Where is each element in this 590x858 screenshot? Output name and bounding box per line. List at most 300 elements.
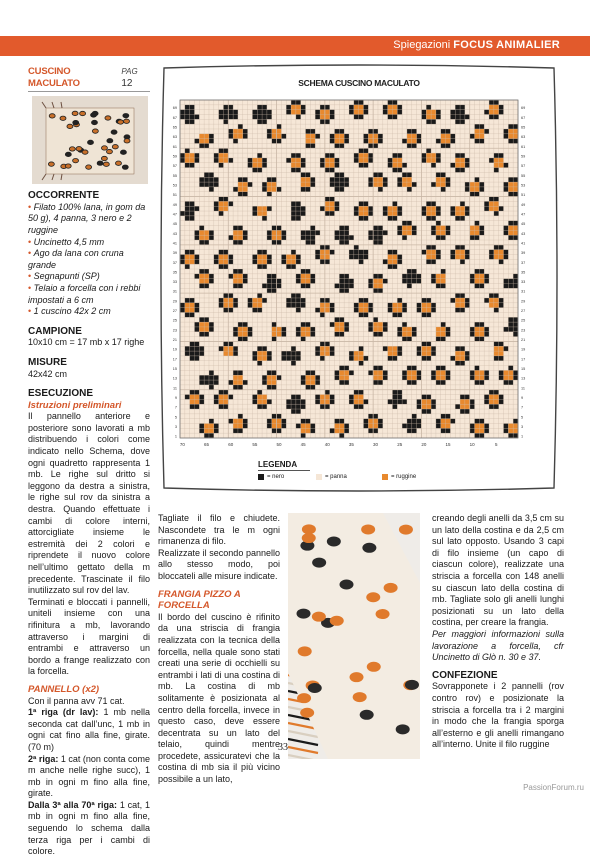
fringe-spot (330, 616, 344, 626)
grid-cell-nero (267, 259, 272, 264)
photo-spot (123, 114, 129, 118)
grid-cell-nero (508, 139, 513, 144)
grid-cell-ruggine (508, 187, 513, 192)
grid-cell-nero (441, 322, 446, 327)
grid-cell-ruggine (460, 163, 465, 168)
grid-cell-nero (330, 168, 335, 173)
grid-cell-nero (267, 192, 272, 197)
grid-cell-nero (397, 211, 402, 216)
grid-cell-ruggine (277, 424, 282, 429)
grid-cell-nero (325, 119, 330, 124)
grid-cell-ruggine (392, 395, 397, 400)
grid-cell-ruggine (238, 134, 243, 139)
grid-cell-ruggine (301, 279, 306, 284)
grid-cell-nero (296, 168, 301, 173)
grid-cell-ruggine (475, 424, 480, 429)
grid-cell-nero (479, 380, 484, 385)
grid-cell-nero (494, 341, 499, 346)
grid-cell-nero (508, 366, 513, 371)
grid-cell-ruggine (475, 226, 480, 231)
grid-cell-ruggine (267, 380, 272, 385)
grid-cell-ruggine (228, 110, 233, 115)
grid-cell-nero (252, 259, 257, 264)
grid-cell-nero (470, 375, 475, 380)
row-number-label: 9 (521, 395, 524, 400)
grid-cell-ruggine (475, 230, 480, 235)
grid-cell-ruggine (306, 380, 311, 385)
grid-cell-nero (330, 351, 335, 356)
grid-cell-ruggine (306, 428, 311, 433)
grid-cell-ruggine (190, 303, 195, 308)
grid-cell-ruggine (460, 351, 465, 356)
grid-cell-nero (257, 250, 262, 255)
grid-cell-nero (431, 346, 436, 351)
grid-cell-nero (470, 274, 475, 279)
grid-cell-ruggine (388, 211, 393, 216)
grid-cell-ruggine (373, 182, 378, 187)
grid-cell-ruggine (392, 255, 397, 260)
grid-cell-nero (281, 235, 286, 240)
grid-cell-ruggine (470, 187, 475, 192)
grid-cell-nero (344, 322, 349, 327)
grid-cell-nero (373, 143, 378, 148)
grid-cell-ruggine (238, 279, 243, 284)
grid-cell-nero (363, 250, 368, 255)
grid-cell-ruggine (504, 375, 509, 380)
grid-cell-ruggine (199, 235, 204, 240)
grid-cell-nero (199, 182, 204, 187)
grid-cell-nero (431, 182, 436, 187)
grid-cell-nero (339, 433, 344, 438)
grid-cell-ruggine (465, 399, 470, 404)
grid-cell-ruggine (306, 177, 311, 182)
grid-cell-nero (484, 129, 489, 134)
grid-cell-ruggine (378, 279, 383, 284)
row-2-label: 2ª riga: (28, 753, 59, 764)
grid-cell-nero (417, 370, 422, 375)
grid-cell-ruggine (223, 110, 228, 115)
grid-cell-ruggine (397, 308, 402, 313)
grid-cell-nero (296, 409, 301, 414)
grid-cell-nero (228, 274, 233, 279)
photo-spot (124, 119, 130, 123)
row-number-label: 1 (174, 434, 177, 439)
grid-cell-ruggine (479, 428, 484, 433)
grid-cell-nero (243, 424, 248, 429)
grid-cell-nero (368, 283, 373, 288)
grid-cell-nero (335, 375, 340, 380)
photo-spot (107, 139, 113, 143)
grid-cell-ruggine (223, 395, 228, 400)
grid-cell-ruggine (296, 404, 301, 409)
grid-cell-nero (315, 250, 320, 255)
grid-cell-nero (214, 399, 219, 404)
row-number-label: 21 (172, 338, 177, 343)
grid-cell-ruggine (421, 308, 426, 313)
grid-cell-ruggine (325, 346, 330, 351)
grid-cell-nero (359, 404, 364, 409)
grid-cell-nero (223, 293, 228, 298)
grid-cell-nero (296, 332, 301, 337)
grid-cell-nero (368, 182, 373, 187)
grid-cell-nero (257, 168, 262, 173)
grid-cell-nero (267, 370, 272, 375)
grid-cell-nero (228, 105, 233, 110)
grid-cell-nero (470, 279, 475, 284)
grid-cell-nero (368, 327, 373, 332)
grid-cell-nero (475, 419, 480, 424)
grid-cell-nero (344, 182, 349, 187)
article-title: CUSCINO MACULATO (28, 66, 80, 89)
grid-cell-ruggine (460, 255, 465, 260)
grid-cell-nero (214, 206, 219, 211)
grid-cell-ruggine (392, 351, 397, 356)
grid-cell-ruggine (499, 255, 504, 260)
grid-cell-ruggine (344, 235, 349, 240)
grid-cell-ruggine (277, 332, 282, 337)
grid-cell-ruggine (354, 105, 359, 110)
grid-cell-ruggine (397, 395, 402, 400)
grid-cell-ruggine (421, 351, 426, 356)
grid-cell-nero (223, 390, 228, 395)
grid-cell-nero (286, 158, 291, 163)
grid-cell-nero (431, 303, 436, 308)
grid-cell-nero (335, 283, 340, 288)
row-number-label: 29 (172, 299, 177, 304)
grid-cell-ruggine (475, 279, 480, 284)
header-magazine: FOCUS ANIMALIER (453, 39, 560, 51)
photo-spot (106, 150, 112, 154)
grid-cell-nero (349, 395, 354, 400)
grid-cell-ruggine (238, 332, 243, 337)
grid-cell-ruggine (436, 182, 441, 187)
grid-cell-nero (383, 105, 388, 110)
occorrente-item-text: Segnapunti (SP) (33, 271, 100, 282)
bullet-icon: • (28, 282, 34, 293)
grid-cell-ruggine (392, 158, 397, 163)
grid-cell-nero (421, 298, 426, 303)
grid-cell-nero (392, 264, 397, 269)
grid-cell-ruggine (296, 206, 301, 211)
grid-cell-nero (223, 341, 228, 346)
row-number-label: 57 (172, 164, 177, 169)
grid-cell-nero (310, 240, 315, 245)
grid-cell-ruggine (344, 279, 349, 284)
grid-cell-nero (190, 250, 195, 255)
grid-cell-ruggine (460, 114, 465, 119)
grid-cell-ruggine (446, 419, 451, 424)
grid-cell-ruggine (223, 298, 228, 303)
grid-cell-ruggine (310, 134, 315, 139)
grid-cell-ruggine (363, 158, 368, 163)
grid-cell-nero (301, 230, 306, 235)
legend-label-nero: = nero (267, 474, 285, 480)
grid-cell-nero (504, 327, 509, 332)
grid-cell-nero (301, 283, 306, 288)
grid-cell-nero (349, 255, 354, 260)
grid-cell-ruggine (455, 351, 460, 356)
left-column (28, 66, 150, 858)
grid-cell-nero (199, 226, 204, 231)
grid-cell-nero (296, 356, 301, 361)
fringe-spot (367, 662, 381, 672)
grid-cell-nero (185, 346, 190, 351)
fringe-photo-image (288, 513, 420, 759)
grid-cell-ruggine (499, 346, 504, 351)
grid-cell-nero (504, 283, 509, 288)
grid-cell-nero (455, 245, 460, 250)
grid-cell-nero (233, 332, 238, 337)
row-number-label: 35 (521, 270, 526, 275)
photo-spot (115, 161, 121, 165)
grid-cell-nero (349, 105, 354, 110)
grid-cell-nero (330, 177, 335, 182)
grid-cell-ruggine (344, 370, 349, 375)
grid-cell-ruggine (436, 230, 441, 235)
grid-cell-ruggine (508, 182, 513, 187)
grid-cell-nero (252, 211, 257, 216)
grid-cell-ruggine (373, 235, 378, 240)
grid-cell-nero (446, 370, 451, 375)
grid-cell-ruggine (296, 298, 301, 303)
grid-cell-nero (392, 216, 397, 221)
grid-cell-nero (306, 419, 311, 424)
fringe-spot (302, 524, 316, 534)
grid-cell-ruggine (204, 428, 209, 433)
grid-cell-nero (344, 380, 349, 385)
grid-cell-nero (431, 163, 436, 168)
grid-cell-nero (504, 134, 509, 139)
grid-cell-nero (460, 245, 465, 250)
photo-spot (124, 139, 130, 143)
row-number-label: 39 (521, 251, 526, 256)
grid-cell-nero (204, 143, 209, 148)
fringe-spot (376, 609, 390, 619)
grid-cell-ruggine (494, 298, 499, 303)
grid-cell-nero (281, 424, 286, 429)
grid-cell-ruggine (238, 182, 243, 187)
grid-cell-ruggine (402, 177, 407, 182)
grid-cell-nero (436, 110, 441, 115)
grid-cell-ruggine (392, 110, 397, 115)
grid-cell-ruggine (339, 235, 344, 240)
grid-cell-nero (243, 380, 248, 385)
grid-cell-nero (330, 346, 335, 351)
column-3 (432, 513, 564, 751)
grid-cell-ruggine (354, 255, 359, 260)
grid-cell-ruggine (219, 201, 224, 206)
grid-cell-nero (296, 274, 301, 279)
photo-spot (86, 165, 92, 169)
occorrente-list (28, 202, 150, 318)
photo-spot (72, 111, 78, 115)
grid-cell-nero (209, 370, 214, 375)
grid-cell-nero (363, 399, 368, 404)
grid-cell-ruggine (392, 211, 397, 216)
grid-cell-nero (262, 187, 267, 192)
grid-cell-nero (199, 375, 204, 380)
grid-cell-nero (339, 419, 344, 424)
grid-cell-nero (315, 346, 320, 351)
row-number-label: 29 (521, 299, 526, 304)
grid-cell-nero (368, 279, 373, 284)
grid-cell-ruggine (204, 380, 209, 385)
grid-cell-nero (228, 134, 233, 139)
grid-cell-nero (402, 370, 407, 375)
grid-cell-ruggine (378, 375, 383, 380)
row-number-label: 11 (521, 386, 525, 391)
grid-cell-nero (421, 158, 426, 163)
grid-cell-nero (262, 380, 267, 385)
grid-cell-nero (277, 283, 282, 288)
grid-cell-nero (450, 163, 455, 168)
grid-cell-nero (378, 419, 383, 424)
grid-cell-nero (354, 303, 359, 308)
grid-cell-nero (228, 255, 233, 260)
grid-cell-nero (475, 124, 480, 129)
grid-cell-nero (489, 255, 494, 260)
grid-cell-nero (257, 308, 262, 313)
row-number-label: 45 (521, 222, 526, 227)
grid-cell-ruggine (238, 187, 243, 192)
grid-cell-nero (402, 235, 407, 240)
grid-cell-nero (446, 143, 451, 148)
grid-cell-nero (335, 129, 340, 134)
grid-cell-ruggine (455, 163, 460, 168)
esecuzione-subheading: Istruzioni preliminari (28, 399, 122, 411)
grid-cell-nero (354, 404, 359, 409)
grid-cell-nero (484, 332, 489, 337)
grid-cell-nero (417, 139, 422, 144)
grid-cell-ruggine (407, 370, 412, 375)
grid-cell-nero (475, 235, 480, 240)
grid-cell-nero (388, 308, 393, 313)
grid-cell-nero (190, 163, 195, 168)
grid-cell-nero (330, 197, 335, 202)
grid-cell-ruggine (325, 163, 330, 168)
grid-cell-nero (190, 312, 195, 317)
grid-cell-ruggine (185, 211, 190, 216)
grid-cell-ruggine (320, 303, 325, 308)
grid-cell-nero (417, 274, 422, 279)
grid-cell-ruggine (252, 158, 257, 163)
grid-cell-ruggine (330, 201, 335, 206)
grid-cell-nero (209, 279, 214, 284)
page-ref-label: PAG (121, 67, 138, 76)
grid-cell-nero (402, 221, 407, 226)
grid-cell-nero (272, 385, 277, 390)
grid-cell-nero (252, 356, 257, 361)
schema-chart (158, 64, 560, 492)
grid-cell-ruggine (489, 201, 494, 206)
row-number-label: 23 (521, 328, 526, 333)
grid-cell-nero (378, 380, 383, 385)
grid-cell-nero (450, 356, 455, 361)
grid-cell-nero (368, 322, 373, 327)
grid-cell-nero (368, 370, 373, 375)
grid-cell-nero (267, 424, 272, 429)
grid-cell-ruggine (277, 235, 282, 240)
grid-cell-ruggine (199, 322, 204, 327)
grid-cell-nero (363, 419, 368, 424)
grid-cell-ruggine (310, 235, 315, 240)
grid-cell-ruggine (228, 298, 233, 303)
grid-cell-nero (446, 177, 451, 182)
grid-cell-ruggine (508, 129, 513, 134)
grid-cell-ruggine (257, 351, 262, 356)
grid-cell-ruggine (277, 419, 282, 424)
row-number-label: 61 (172, 144, 177, 149)
grid-cell-nero (330, 153, 335, 158)
grid-cell-ruggine (252, 303, 257, 308)
grid-cell-nero (228, 395, 233, 400)
grid-cell-nero (306, 385, 311, 390)
page-number: 33 (278, 742, 288, 753)
grid-cell-nero (455, 346, 460, 351)
grid-cell-nero (330, 110, 335, 115)
grid-cell-ruggine (388, 105, 393, 110)
grid-cell-ruggine (272, 375, 277, 380)
grid-cell-nero (296, 424, 301, 429)
photo-spot (65, 164, 71, 168)
grid-cell-nero (281, 255, 286, 260)
grid-cell-nero (325, 168, 330, 173)
grid-cell-ruggine (306, 182, 311, 187)
grid-cell-ruggine (368, 139, 373, 144)
grid-cell-ruggine (277, 230, 282, 235)
grid-cell-ruggine (233, 380, 238, 385)
grid-cell-nero (315, 134, 320, 139)
grid-cell-nero (378, 134, 383, 139)
grid-cell-nero (344, 274, 349, 279)
grid-cell-ruggine (325, 206, 330, 211)
grid-cell-ruggine (335, 177, 340, 182)
grid-cell-nero (363, 255, 368, 260)
row-number-label: 63 (521, 135, 526, 140)
grid-cell-nero (257, 119, 262, 124)
frangia-heading: FRANGIA PIZZO A FORCELLA (158, 588, 241, 612)
grid-cell-nero (296, 279, 301, 284)
grid-cell-ruggine (204, 139, 209, 144)
grid-cell-nero (465, 211, 470, 216)
grid-cell-nero (248, 303, 253, 308)
grid-cell-ruggine (204, 424, 209, 429)
grid-cell-nero (291, 100, 296, 105)
header-text (393, 39, 560, 51)
grid-cell-nero (450, 206, 455, 211)
grid-cell-ruggine (291, 404, 296, 409)
grid-cell-ruggine (238, 230, 243, 235)
grid-cell-nero (243, 177, 248, 182)
row-number-label: 13 (172, 376, 177, 381)
grid-cell-nero (301, 337, 306, 342)
grid-cell-nero (330, 134, 335, 139)
watermark: PassionForum.ru (523, 783, 584, 792)
grid-cell-nero (397, 351, 402, 356)
grid-cell-ruggine (402, 327, 407, 332)
x-tick-label: 45 (300, 442, 306, 447)
row-number-label: 41 (172, 241, 177, 246)
grid-cell-ruggine (185, 153, 190, 158)
grid-cell-nero (291, 250, 296, 255)
grid-cell-nero (252, 395, 257, 400)
grid-cell-nero (248, 182, 253, 187)
grid-cell-nero (190, 201, 195, 206)
grid-cell-ruggine (402, 226, 407, 231)
row-number-label: 67 (521, 115, 526, 120)
fringe-spot (405, 680, 419, 690)
grid-cell-nero (214, 158, 219, 163)
